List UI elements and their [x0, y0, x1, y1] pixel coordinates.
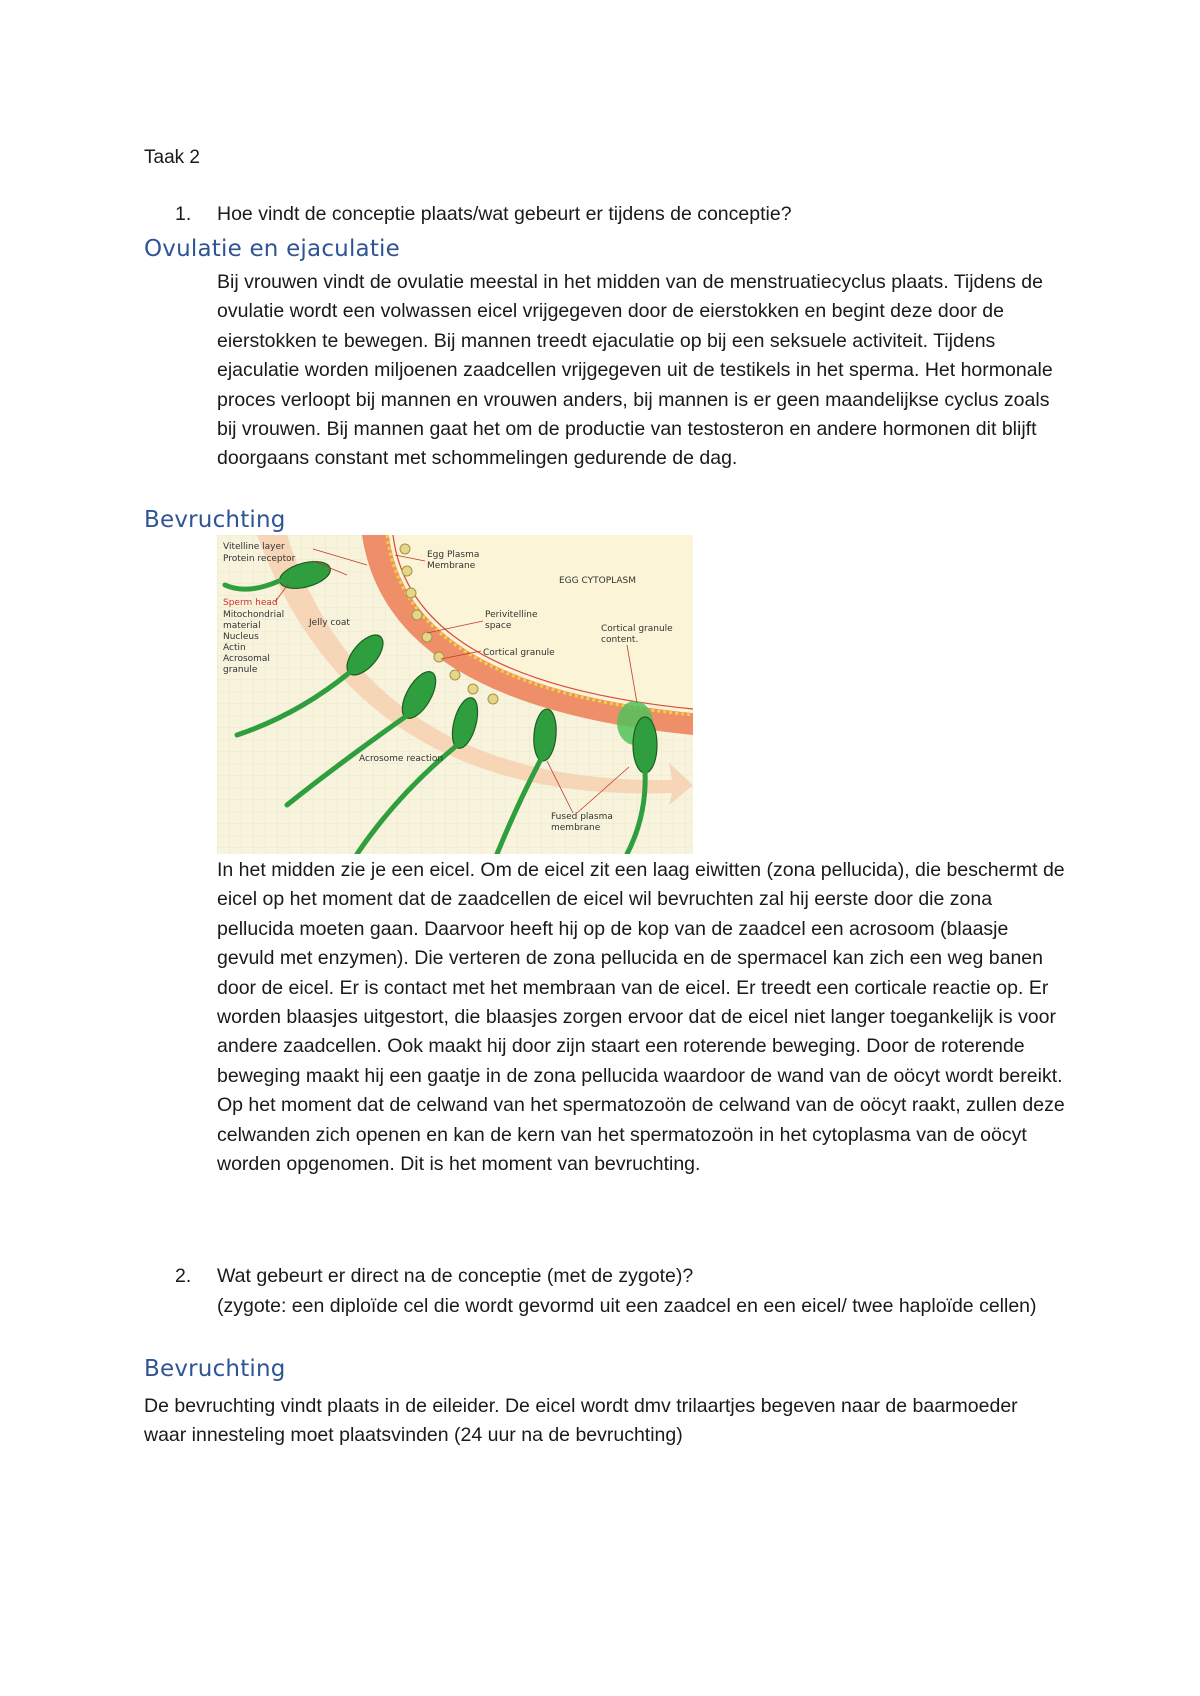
label-cortical-granule: Cortical granule: [483, 648, 555, 658]
label-egg-plasma-2: Membrane: [427, 561, 476, 571]
label-mitochondrial-1: Mitochondrial: [223, 610, 285, 620]
label-sperm-head: Sperm head: [223, 598, 278, 608]
label-jelly-coat: Jelly coat: [309, 618, 350, 628]
label-acrosomal-1: Acrosomal: [223, 654, 270, 664]
heading-bevruchting-2: Bevruchting: [144, 1356, 286, 1382]
heading-ovulatie: Ovulatie en ejaculatie: [144, 236, 400, 262]
label-egg-cytoplasm: EGG CYTOPLASM: [559, 576, 636, 586]
label-acrosome-reaction: Acrosome reaction: [359, 754, 444, 764]
label-actin: Actin: [223, 643, 246, 653]
question-text: Hoe vindt de conceptie plaats/wat gebeurt er tijdens de conceptie?: [217, 203, 792, 225]
paragraph-ovulatie: Bij vrouwen vindt de ovulatie meestal in het midden van de menstruatiecyclus plaats. Tijdens de ovulatie wordt een volwassen eicel vrijgegeven door de eierstokken en begint deze door de eierstokken te bewegen. Bij mannen treedt ejaculatie op bij een seksuele activiteit. Tijdens ejaculatie worden miljoenen zaadcellen vrijgegeven uit de testikels in het sperma. Het hormonale proces verloopt bij mannen en vrouwen anders, bij mannen is er geen maandelijkse cyclus zoals bij vrouwen. Bij mannen gaat het om de productie van testosteron en andere hormonen dit blijft doorgaans constant met schommelingen gedurende de dag.: [217, 271, 1053, 470]
heading-bevruchting: Bevruchting: [144, 507, 286, 533]
fertilization-diagram: [217, 535, 693, 854]
label-protein-receptor: Protein receptor: [223, 554, 296, 564]
question-text: Wat gebeurt er direct na de conceptie (met de zygote)?: [217, 1265, 694, 1287]
label-cortical-content-1: Cortical granule: [601, 624, 673, 634]
label-acrosomal-2: granule: [223, 665, 258, 675]
paragraph-bevruchting-2: De bevruchting vindt plaats in de eileider. De eicel wordt dmv trilaartjes begeven naar de baarmoeder waar innesteling moet plaatsvinden (24 uur na de bevruchting): [144, 1395, 1018, 1447]
label-mitochondrial-2: material: [223, 621, 261, 631]
label-perivitelline-1: Perivitelline: [485, 610, 538, 620]
label-vitelline-layer: Vitelline layer: [223, 542, 285, 552]
document-title: Taak 2: [144, 147, 200, 168]
label-cortical-content-2: content.: [601, 635, 639, 645]
paragraph-bevruchting-1: In het midden zie je een eicel. Om de eicel zit een laag eiwitten (zona pellucida), die beschermt de eicel op het moment dat de zaadcellen de eicel wil bevruchten zal hij eerste door die zona pellucida moeten gaan. Daarvoor heeft hij op de kop van de zaadcel een acrosoom (blaasje gevuld met enzymen). Die verteren de zona pellucida en de spermacel kan zich een weg banen door de eicel. Er is contact met het membraan van de eicel. Er treedt een corticale reactie op. Er worden blaasjes uitgestort, die blaasjes zorgen ervoor dat de eicel niet langer toegankelijk is voor andere zaadcellen. Ook maakt hij door zijn staart een roterende beweging. Door de roterende beweging maakt hij een gaatje in de zona pellucida waardoor de wand van de oöcyt wordt bereikt. Op het moment dat de celwand van het spermatozoön de celwand van de oöcyt raakt, zullen deze celwanden zich openen en kan de kern van het spermatozoön in het cytoplasma van de oöcyt worden opgenomen. Dit is het moment van bevruchting.: [217, 859, 1065, 1176]
label-nucleus: Nucleus: [223, 632, 259, 642]
label-perivitelline-2: space: [485, 621, 512, 631]
fertilization-illustration: [217, 535, 693, 854]
question-2-note: (zygote: een diploïde cel die wordt gevormd uit een zaadcel en een eicel/ twee haploïde cellen): [217, 1295, 1037, 1317]
question-number: 1.: [175, 203, 192, 225]
label-egg-plasma-1: Egg Plasma: [427, 550, 480, 560]
label-fused-membrane-2: membrane: [551, 823, 601, 833]
label-fused-membrane-1: Fused plasma: [551, 812, 613, 822]
question-number: 2.: [175, 1265, 192, 1287]
